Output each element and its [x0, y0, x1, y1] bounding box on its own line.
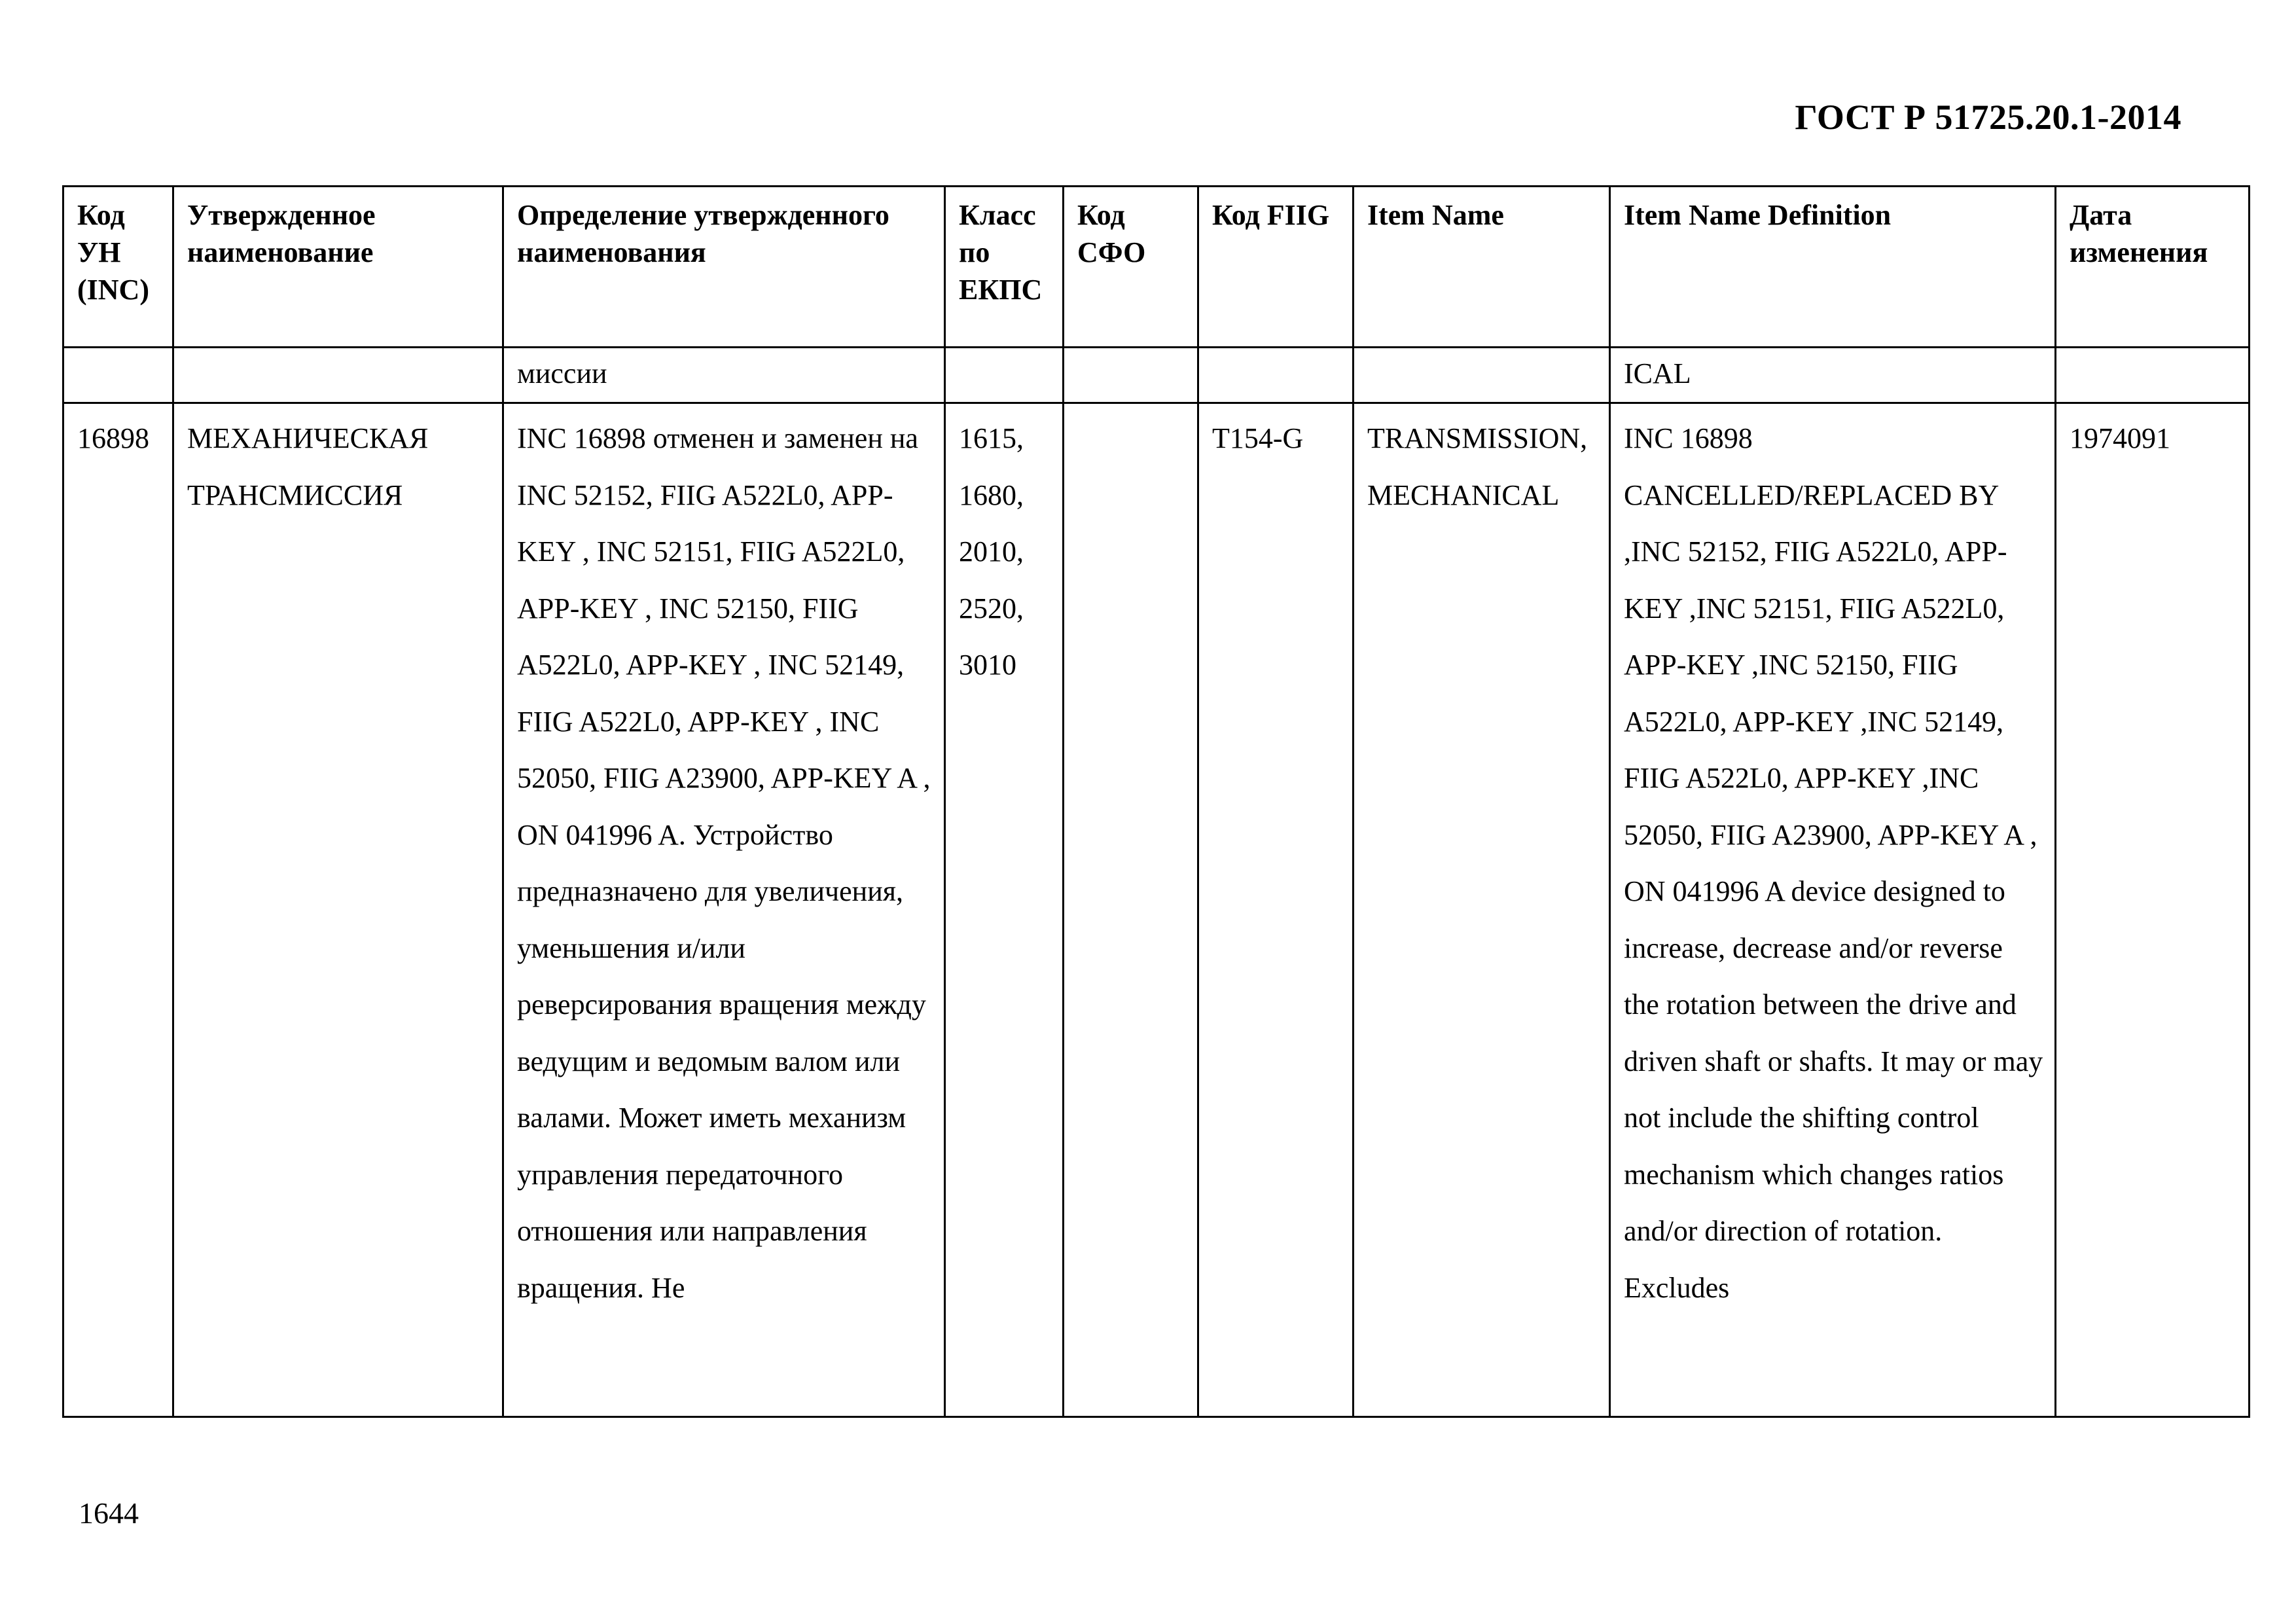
cell-name-definition: миссии: [503, 348, 945, 403]
page-number: 1644: [79, 1496, 139, 1530]
cell-approved-name: МЕХАНИЧЕСКАЯ ТРАНСМИССИЯ: [173, 403, 503, 1417]
cell-item-name-definition: INC 16898 CANCELLED/REPLACED BY ,INC 52152, FIIG A522L0, APP-KEY ,INC 52151, FIIG A522L0, APP-KEY ,INC 52150, FIIG A522L0, APP-KEY ,INC 52149, FIIG A522L0, APP-KEY ,INC 52050, FIIG A23900, APP-KEY A , ON 041996 A device designed to increase, decrease and/or reverse the rotation between the drive and driven shaft or shafts. It may or may not include the shifting control mechanism which changes ratios and/or direction of rotation. Excludes: [1610, 403, 2056, 1417]
header-item-name-definition: Item Name Definition: [1610, 187, 2056, 348]
cell-fiig-code: [1198, 348, 1354, 403]
nomenclature-table: [62, 185, 2250, 1418]
cell-ekps-class: 1615, 1680, 2010, 2520, 3010: [945, 403, 1064, 1417]
header-change-date: Дата изменения: [2056, 187, 2250, 348]
header-approved-name: Утвержденное наименование: [173, 187, 503, 348]
header-inc-code: Код УН (INC): [63, 187, 173, 348]
cell-inc-code: 16898: [63, 403, 173, 1417]
cell-inc-code: [63, 348, 173, 403]
header-sfo-code: Код СФО: [1064, 187, 1198, 348]
cell-item-name-definition: ICAL: [1610, 348, 2056, 403]
cell-fiig-code: T154-G: [1198, 403, 1354, 1417]
header-ekps-class: Класс по ЕКПС: [945, 187, 1064, 348]
document-standard-title: ГОСТ Р 51725.20.1-2014: [1795, 98, 2181, 137]
header-fiig-code: Код FIIG: [1198, 187, 1354, 348]
cell-ekps-class: [945, 348, 1064, 403]
cell-approved-name: [173, 348, 503, 403]
table-header-row: [63, 187, 2250, 348]
cell-change-date: [2056, 348, 2250, 403]
cell-sfo-code: [1064, 403, 1198, 1417]
table-row-continuation: [63, 348, 2250, 403]
cell-item-name: TRANSMISSION, MECHANICAL: [1354, 403, 1610, 1417]
header-name-definition: Определение утвержденного наименования: [503, 187, 945, 348]
cell-name-definition: INC 16898 отменен и заменен на INC 52152, FIIG A522L0, APP-KEY , INC 52151, FIIG A522L0, APP-KEY , INC 52150, FIIG A522L0, APP-KEY , INC 52149, FIIG A522L0, APP-KEY , INC 52050, FIIG A23900, APP-KEY A , ON 041996 A. Устройство предназначено для увеличения, уменьшения и/или реверсирования вращения между ведущим и ведомым валом или валами. Может иметь механизм управления передаточного отношения или направления вращения. Не: [503, 403, 945, 1417]
cell-item-name: [1354, 348, 1610, 403]
cell-sfo-code: [1064, 348, 1198, 403]
table-row: [63, 403, 2250, 1417]
cell-change-date: 1974091: [2056, 403, 2250, 1417]
header-item-name: Item Name: [1354, 187, 1610, 348]
